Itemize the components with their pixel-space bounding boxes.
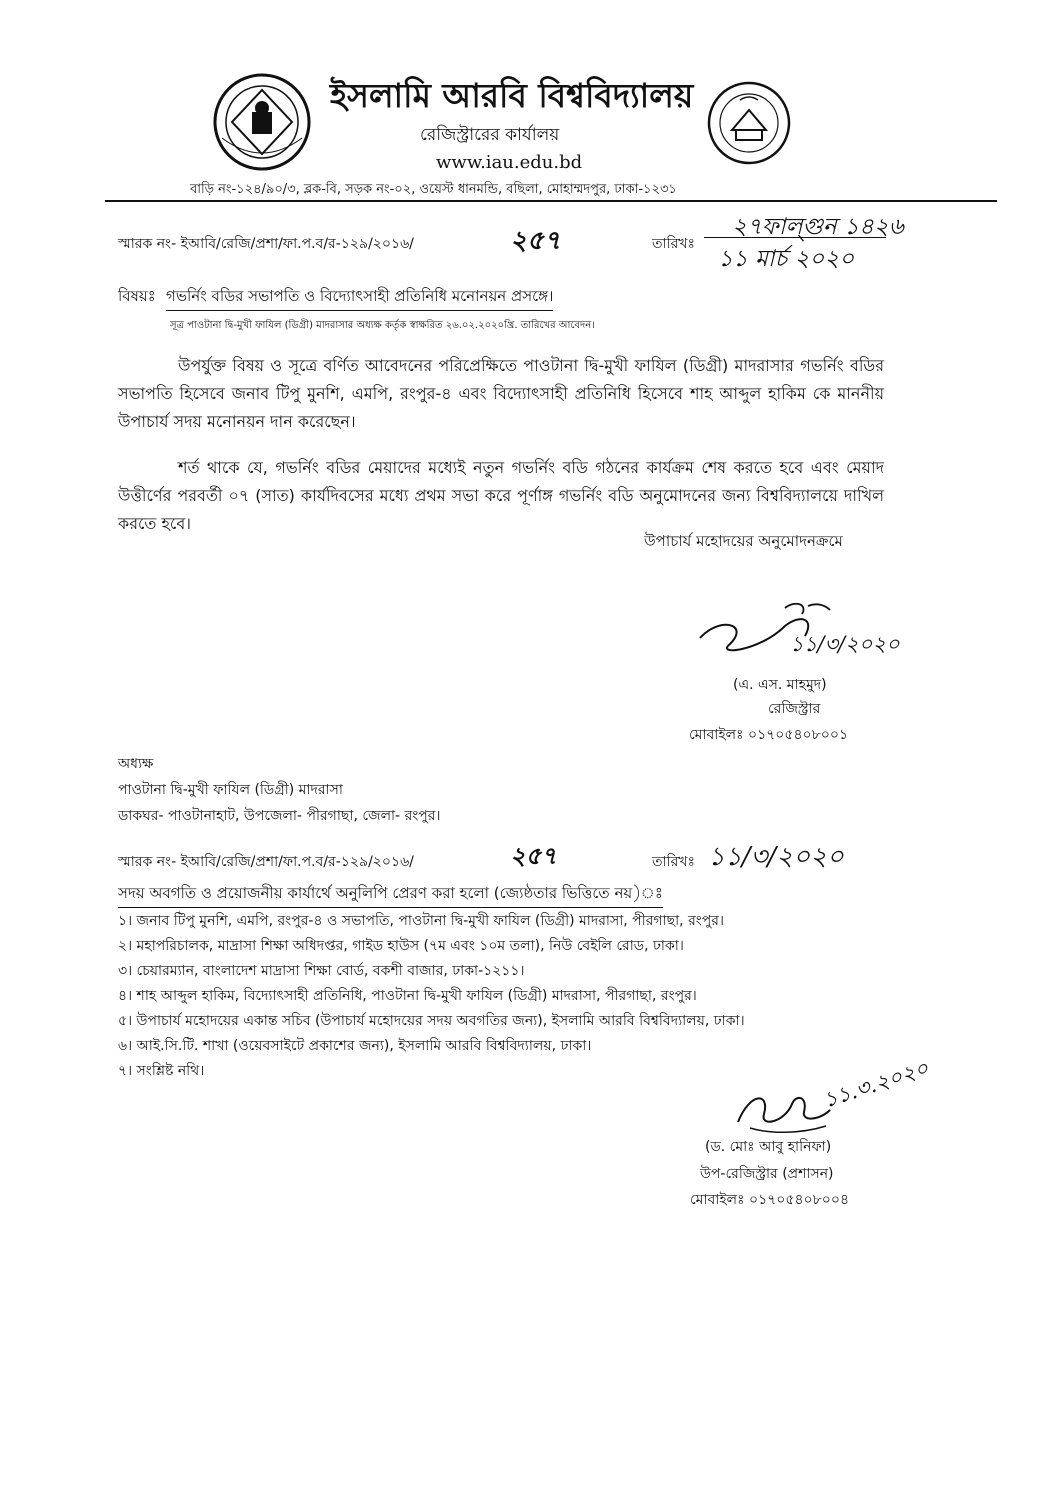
university-name: ইসলামি আরবি বিশ্ববিদ্যালয় xyxy=(330,76,694,115)
deputy-registrar-mobile: মোবাইলঃ ০১৭০৫৪০৮০০৪ xyxy=(690,1192,850,1208)
copy-item: ৫। উপাচার্য মহোদয়ের একান্ত সচিব (উপাচার্য মহোদয়ের সদয় অবগতির জন্য), ইসলামি আরবি বিশ্ববিদ্যালয়, ঢাকা। xyxy=(118,1013,745,1029)
memo2-ref-label: স্মারক নং- ইআবি/রেজি/প্রশা/ফা.প.ব/র-১২৯/২০১৬/ xyxy=(118,854,414,870)
registrar-mobile: মোবাইলঃ ০১৭০৫৪০৮০০১ xyxy=(689,727,849,743)
approval-line: উপাচার্য মহোদয়ের অনুমোদনক্রমে xyxy=(644,532,843,550)
office-address: বাড়ি নং-১২৪/৯০/৩, ব্লক-বি, সড়ক নং-০২, ওয়েস্ট ধানমন্ডি, বছিলা, মোহাম্মদপুর, ঢাকা-১২৩১ xyxy=(190,182,677,197)
memo-ref-number: ২৫৭ xyxy=(510,226,561,256)
date-fraction-line xyxy=(704,237,886,238)
registrar-name: (এ. এস. মাহমুদ) xyxy=(733,677,827,693)
deputy-registrar-sign-date: ১১.৩.২০২০ xyxy=(820,1055,932,1113)
memo2-date: ১১/৩/২০২০ xyxy=(708,842,844,872)
subject-text: গভর্নিং বডির সভাপতি ও বিদ্যোৎসাহী প্রতিনিধি মনোনয়ন প্রসঙ্গে। xyxy=(166,285,553,311)
memo-date-gregorian: ১১ মার্চ ২০২০ xyxy=(718,246,855,272)
registrar-sign-date: ১১/৩/২০২০ xyxy=(790,632,900,656)
recipient-institution: পাওটানা দ্বি-মুখী ফাযিল (ডিগ্রী) মাদরাসা xyxy=(118,782,343,798)
copy-item: ৩। চেয়ারম্যান, বাংলাদেশ মাদ্রাসা শিক্ষা বোর্ড, বকশী বাজার, ঢাকা-১২১১। xyxy=(118,963,525,979)
memo-date-label: তারিখঃ xyxy=(652,236,695,252)
memo2-ref-number: ২৫৭ xyxy=(510,841,557,870)
registrar-title: রেজিস্ট্রার xyxy=(768,701,821,717)
copies-heading: সদয় অবগতি ও প্রয়োজনীয় কার্যার্থে অনুলিপি প্রেরণ করা হলো (জ্যেষ্ঠতার ভিত্তিতে নয়)ঃ xyxy=(118,882,663,908)
subject-label: বিষয়ঃ xyxy=(118,287,156,305)
recipient-title: অধ্যক্ষ xyxy=(118,756,154,772)
memo2-date-label: তারিখঃ xyxy=(652,854,695,870)
body-paragraph-1 xyxy=(118,352,884,436)
university-seal-right xyxy=(706,80,792,166)
body-paragraph-1-text: উপর্যুক্ত বিষয় ও সূত্রে বর্ণিত আবেদনের পরিপ্রেক্ষিতে পাওটানা দ্বি-মুখী ফাযিল (ডিগ্রী) মাদরাসার গভর্নিং বডির সভাপতি হিসেবে জনাব টিপু মুনশি, এমপি, রংপুর-৪ এবং বিদ্যোৎসাহী প্রতিনিধি হিসেবে শাহ আব্দুল হাকিম কে মাননীয় উপাচার্য সদয় মনোনয়ন দান করেছেন। xyxy=(118,356,884,431)
copy-item: ৪। শাহ আব্দুল হাকিম, বিদ্যোৎসাহী প্রতিনিধি, পাওটানা দ্বি-মুখী ফাযিল (ডিগ্রী) মাদরাসা, পীরগাছা, রংপুর। xyxy=(118,988,697,1004)
recipient-address: ডাকঘর- পাওটানাহাট, উপজেলা- পীরগাছা, জেলা- রংপুর। xyxy=(118,808,441,824)
office-name: রেজিস্ট্রারের কার্যালয় xyxy=(420,125,560,145)
copy-item: ১। জনাব টিপু মুনশি, এমপি, রংপুর-৪ ও সভাপতি, পাওটানা দ্বি-মুখী ফাযিল (ডিগ্রী) মাদরাসা, পীরগাছা, রংপুর। xyxy=(118,913,725,929)
copy-item: ৬। আই.সি.টি. শাখা (ওয়েবসাইটে প্রকাশের জন্য), ইসলামি আরবি বিশ্ববিদ্যালয়, ঢাকা। xyxy=(118,1038,592,1054)
website-link[interactable]: www.iau.edu.bd xyxy=(436,152,583,173)
deputy-registrar-name: (ড. মোঃ আবু হানিফা) xyxy=(705,1139,832,1155)
copy-item: ২। মহাপরিচালক, মাদ্রাসা শিক্ষা অধিদপ্তর, গাইড হাউস (৭ম এবং ১০ম তলা), নিউ বেইলি রোড, ঢাকা। xyxy=(118,938,684,954)
header-divider xyxy=(105,200,997,202)
body-paragraph-2 xyxy=(118,454,884,538)
memo-date-bangla: ২৭ফাল্গুন ১৪২৬ xyxy=(732,214,904,240)
deputy-registrar-title: উপ-রেজিস্ট্রার (প্রশাসন) xyxy=(700,1166,834,1182)
source-line: সূত্র পাওটানা দ্বি-মুখী ফাযিল (ডিগ্রী) মাদরাসার অধ্যক্ষ কর্তৃক স্বাক্ষরিত ২৬.০২.২০২০খ্রি. তারিখের আবেদন। xyxy=(170,320,595,331)
university-seal-left xyxy=(212,72,312,172)
body-paragraph-2-text: শর্ত থাকে যে, গভর্নিং বডির মেয়াদের মধ্যেই নতুন গভর্নিং বডি গঠনের কার্যক্রম শেষ করতে হবে এবং মেয়াদ উত্তীর্ণের পরবর্তী ০৭ (সাত) কার্যদিবসের মধ্যে প্রথম সভা করে পূর্ণাঙ্গ গভর্নিং বডি অনুমোদনের জন্য বিশ্ববিদ্যালয়ে দাখিল করতে হবে। xyxy=(118,458,884,533)
memo-ref-label: স্মারক নং- ইআবি/রেজি/প্রশা/ফা.প.ব/র-১২৯/২০১৬/ xyxy=(118,236,414,252)
copy-item: ৭। সংশ্লিষ্ট নথি। xyxy=(118,1063,205,1079)
